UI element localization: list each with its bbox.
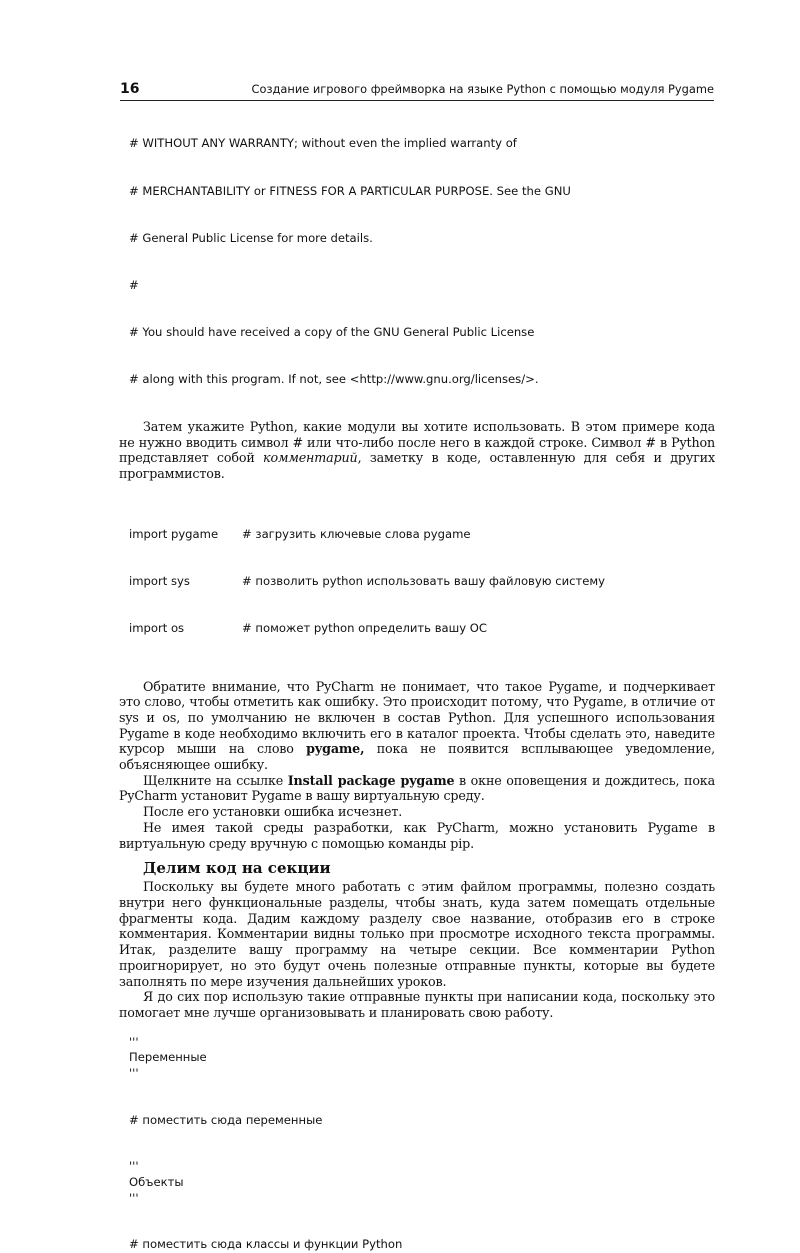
code-line: # WITHOUT ANY WARRANTY; without even the implied warranty of xyxy=(129,136,517,151)
code-line: # General Public License for more details. xyxy=(129,230,373,245)
import-statement: import pygame xyxy=(129,527,219,542)
import-line xyxy=(129,527,715,543)
import-comment: # позволить python использовать вашу файловую систему xyxy=(242,574,605,589)
code-blank-space xyxy=(129,1082,715,1113)
paragraph-no-ide: Не имея такой среды разработки, как PyCharm, можно установить Pygame в виртуальную среду вручную с помощью команды pip. xyxy=(119,819,715,851)
code-quote: ''' xyxy=(129,1159,139,1174)
import-comment: # загрузить ключевые слова pygame xyxy=(242,527,471,542)
code-blank-space xyxy=(129,1206,715,1237)
code-quote: ''' xyxy=(129,1066,139,1080)
sections-code-block xyxy=(129,1035,715,1253)
code-comment: # поместить сюда классы и функции Python xyxy=(129,1237,403,1252)
paragraph-modules: Затем укажите Python, какие модули вы хотите использовать. В этом примере кода не нужно вводить символ # или что-либо после него в каждой строке. Символ # в Python представляет собой комментарий, заметку в коде, оставленную для себя и других программистов. xyxy=(119,419,715,482)
emphasis-term: комментарий xyxy=(263,450,358,466)
code-quote: ''' xyxy=(129,1190,139,1205)
paragraph-after-install: После его установки ошибка исчезнет. xyxy=(143,804,403,820)
code-line: # MERCHANTABILITY or FITNESS FOR A PARTICULAR PURPOSE. See the GNU xyxy=(129,183,571,198)
page-header xyxy=(120,80,714,101)
code-line: # You should have received a copy of the GNU General Public License xyxy=(129,324,535,339)
import-comment: # поможет python определить вашу ОС xyxy=(242,621,488,636)
code-section-label: Объекты xyxy=(129,1175,184,1190)
running-title: Создание игрового фреймворка на языке Python с помощью модуля Pygame xyxy=(251,82,714,96)
code-line: # along with this program. If not, see <http://www.gnu.org/licenses/>. xyxy=(129,371,539,386)
paragraph-sections: Поскольку вы будете много работать с этим файлом программы, полезно создать внутри него функциональные разделы, чтобы знать, куда затем помещать отдельные фрагменты кода. Дадим каждому разделу свое название, отобразив его в строке комментария. Комментарии видны только при просмотре исходного текста программы. Итак, разделите вашу программу на четыре секции. Все комментарии Python проигнорирует, но это будут очень полезные отправные пункты, которые вы будете заполнять по мере изучения дальнейших уроков. xyxy=(119,879,715,989)
import-code-block xyxy=(129,496,715,669)
bold-term: Install package pygame xyxy=(287,772,455,788)
section-heading: Делим код на секции xyxy=(143,859,331,878)
import-statement: import os xyxy=(129,621,185,636)
paragraph-habit: Я до сих пор использую такие отправные пункты при написании кода, поскольку это помогает мне лучше организовывать и планировать свою работу. xyxy=(119,989,715,1020)
page-content xyxy=(119,105,715,1253)
paragraph-install: Щелкните на ссылке Install package pygame в окне оповещения и дождитесь, пока PyCharm установит Pygame в вашу виртуальную среду. xyxy=(119,772,716,804)
code-section-label: Переменные xyxy=(129,1050,207,1065)
license-comment-block xyxy=(129,105,715,419)
import-statement: import sys xyxy=(129,574,190,589)
code-comment: # поместить сюда переменные xyxy=(129,1112,323,1127)
page-number: 16 xyxy=(120,81,140,97)
import-line xyxy=(129,621,715,637)
code-quote: ''' xyxy=(129,1034,139,1049)
paragraph-pycharm: Обратите внимание, что PyCharm не понимает, что такое Pygame, и подчеркивает это слово, чтобы отметить как ошибку. Это происходит потому, что Pygame, в отличие от sys и os, по умолчанию не включен в состав Python. Для успешного использования Pygame в коде необходимо включить его в каталог проекта. Чтобы сделать это, наведите курсор мыши на слово pygame, пока не появится всплывающее уведомление, объясняющее ошибку. xyxy=(119,678,715,773)
code-line: # xyxy=(129,277,139,292)
import-line xyxy=(129,574,715,590)
bold-term: pygame, xyxy=(306,741,365,757)
code-blank-space xyxy=(129,1128,715,1159)
